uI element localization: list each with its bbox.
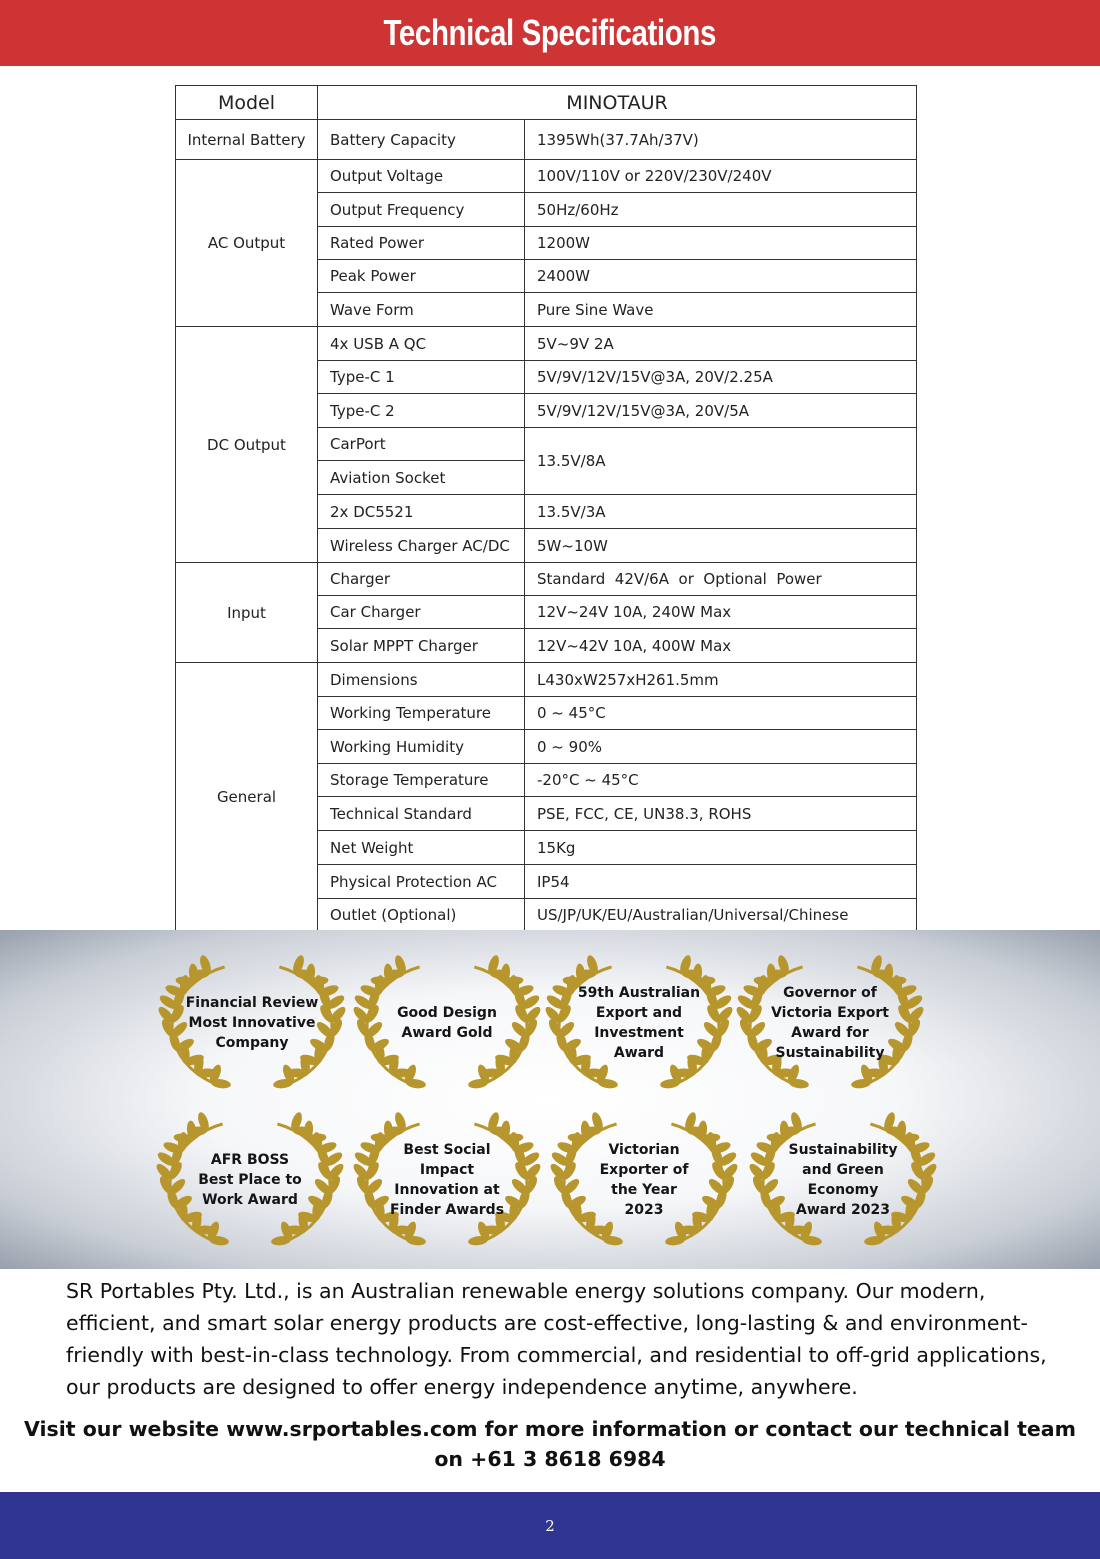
row-label: Dimensions — [318, 663, 525, 697]
row-label: 2x DC5521 — [318, 495, 525, 529]
row-value: 5V/9V/12V/15V@3A, 20V/2.25A — [525, 361, 917, 394]
award-title: Victorian Exporter of the Year 2023 — [599, 1142, 689, 1218]
row-value: Standard 42V/6A or Optional Power — [525, 563, 917, 596]
spec-table — [175, 85, 917, 932]
row-value: 50Hz/60Hz — [525, 193, 917, 227]
row-value: PSE, FCC, CE, UN38.3, ROHS — [525, 797, 917, 831]
award-title: Financial Review Most Innovative Company — [185, 995, 319, 1051]
award-badge — [352, 953, 542, 1093]
group-internal-battery: Internal Battery — [176, 120, 318, 160]
row-value: US/JP/UK/EU/Australian/Universal/Chinese — [525, 899, 917, 932]
row-label: Charger — [318, 563, 525, 596]
award-title: Governor of Victoria Export Award for Sustainability — [771, 985, 889, 1061]
award-title: Good Design Award Gold — [397, 1005, 497, 1041]
row-label: Peak Power — [318, 260, 525, 293]
row-value: 5V/9V/12V/15V@3A, 20V/5A — [525, 394, 917, 428]
group-input: Input — [176, 563, 318, 663]
row-label: Type-C 2 — [318, 394, 525, 428]
row-label: Solar MPPT Charger — [318, 629, 525, 663]
row-value: 13.5V/8A — [525, 428, 917, 495]
table-row — [176, 563, 917, 596]
group-ac-output: AC Output — [176, 160, 318, 327]
row-value: 5W~10W — [525, 529, 917, 563]
row-value: 100V/110V or 220V/230V/240V — [525, 160, 917, 193]
table-row — [176, 160, 917, 193]
company-description: SR Portables Pty. Ltd., is an Australian renewable energy solutions company. Our modern, efficient, and smart solar energy products are cost-effective, long-lasting & and environment-friendly with best-in-class technology. From commercial, and residential to off-grid applications, our products are designed to offer energy independence anytime, anywhere. — [66, 1279, 1047, 1399]
row-label: Output Frequency — [318, 193, 525, 227]
page-number: 2 — [545, 1516, 555, 1535]
row-label: Technical Standard — [318, 797, 525, 831]
row-value: L430xW257xH261.5mm — [525, 663, 917, 697]
row-value: 0 ~ 45°C — [525, 697, 917, 730]
row-label: Car Charger — [318, 596, 525, 629]
row-value: -20°C ~ 45°C — [525, 764, 917, 797]
model-value: MINOTAUR — [318, 86, 917, 120]
award-badge — [549, 1110, 739, 1250]
award-badge — [748, 1110, 938, 1250]
award-badge — [352, 1110, 542, 1250]
group-general: General — [176, 663, 318, 932]
row-value: 13.5V/3A — [525, 495, 917, 529]
award-badge — [735, 953, 925, 1093]
row-value: 1200W — [525, 227, 917, 260]
row-value: Pure Sine Wave — [525, 293, 917, 327]
row-label: Rated Power — [318, 227, 525, 260]
row-label: Battery Capacity — [318, 120, 525, 160]
row-value: IP54 — [525, 865, 917, 899]
row-value: 12V~24V 10A, 240W Max — [525, 596, 917, 629]
page-title: Technical Specifications — [383, 12, 717, 53]
group-dc-output: DC Output — [176, 327, 318, 563]
row-label: Output Voltage — [318, 160, 525, 193]
award-badge — [544, 953, 734, 1093]
row-value: 12V~42V 10A, 400W Max — [525, 629, 917, 663]
row-label: Type-C 1 — [318, 361, 525, 394]
award-badge — [157, 953, 347, 1093]
row-label: Wave Form — [318, 293, 525, 327]
row-label: Working Temperature — [318, 697, 525, 730]
row-label: Wireless Charger AC/DC — [318, 529, 525, 563]
row-label: Storage Temperature — [318, 764, 525, 797]
model-label: Model — [176, 86, 318, 120]
row-label: 4x USB A QC — [318, 327, 525, 361]
awards-band — [0, 930, 1100, 1269]
award-title: Sustainability and Green Economy Award 2023 — [788, 1142, 898, 1218]
row-label: CarPort — [318, 428, 525, 461]
row-label: Net Weight — [318, 831, 525, 865]
table-row — [176, 120, 917, 160]
row-label: Physical Protection AC — [318, 865, 525, 899]
row-value: 5V~9V 2A — [525, 327, 917, 361]
row-label: Working Humidity — [318, 730, 525, 764]
award-title: AFR BOSS Best Place to Work Award — [198, 1152, 302, 1208]
header-bar — [0, 0, 1100, 66]
row-label: Aviation Socket — [318, 461, 525, 495]
row-label: Outlet (Optional) — [318, 899, 525, 932]
table-header-row — [176, 86, 917, 120]
row-value: 15Kg — [525, 831, 917, 865]
table-row — [176, 327, 917, 361]
row-value: 1395Wh(37.7Ah/37V) — [525, 120, 917, 160]
contact-info: Visit our website www.srportables.com for more information or contact our technical team on +61 3 8618 6984 — [24, 1417, 1076, 1471]
award-title: 59th Australian Export and Investment Award — [577, 985, 701, 1061]
table-row — [176, 663, 917, 697]
row-value: 2400W — [525, 260, 917, 293]
award-badge — [155, 1110, 345, 1250]
row-value: 0 ~ 90% — [525, 730, 917, 764]
footer-bar — [0, 1492, 1100, 1559]
award-title: Best Social Impact Innovation at Finder Awards — [389, 1142, 505, 1218]
